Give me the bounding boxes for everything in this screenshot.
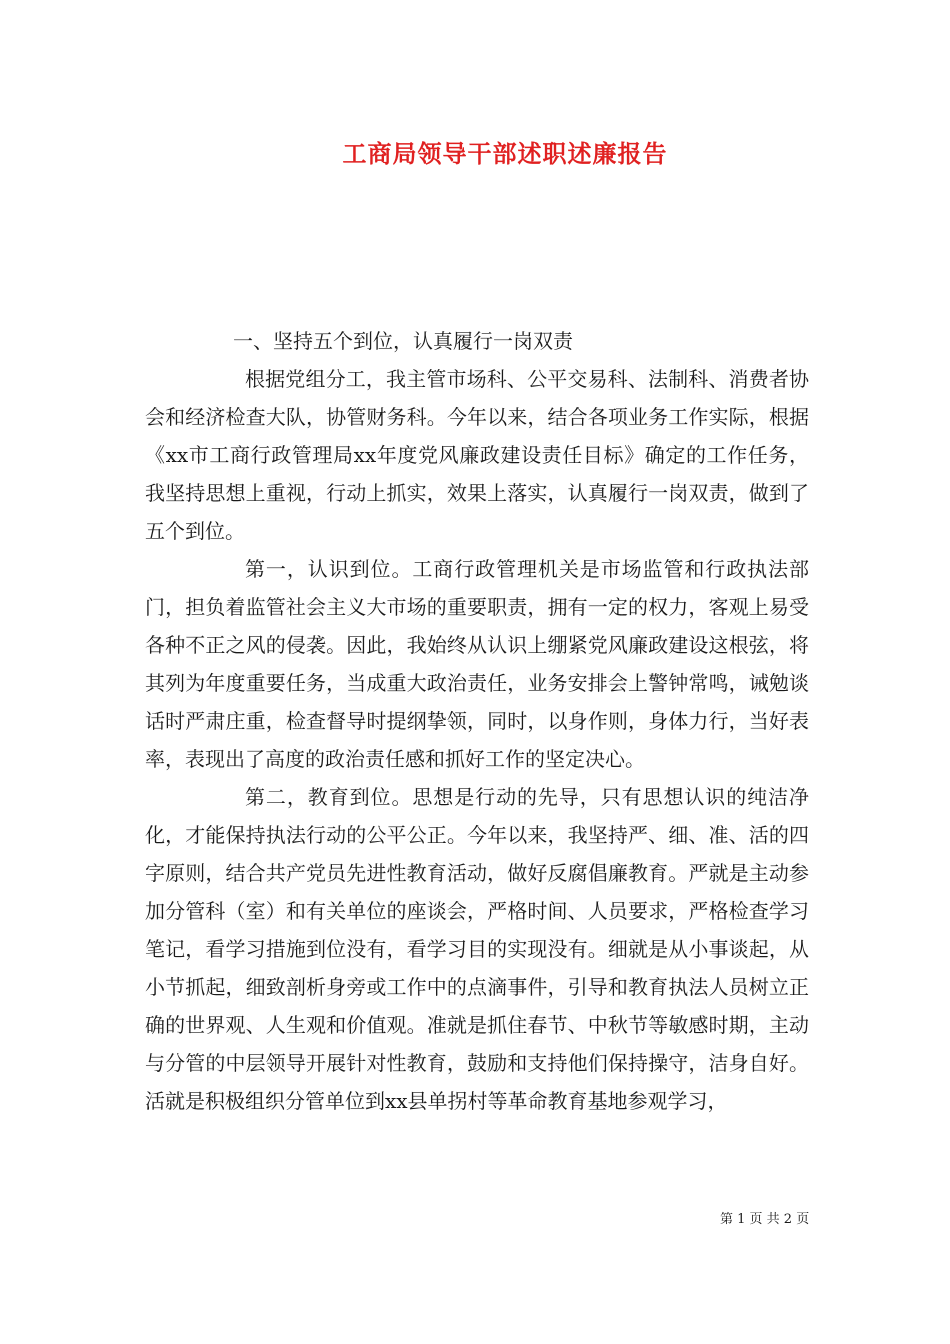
section-heading: 一、坚持五个到位，认真履行一岗双责 — [233, 329, 573, 353]
document-body — [145, 322, 809, 1120]
paragraph-intro: 根据党组分工，我主管市场科、公平交易科、法制科、消费者协会和经济检查大队，协管财务科。今年以来，结合各项业务工作实际，根据《xx市工商行政管理局xx年度党风廉政建设责任目标》确定的工作任务，我坚持思想上重视，行动上抓实，效果上落实，认真履行一岗双责，做到了五个到位。 — [145, 367, 809, 543]
page-number: 第 1 页 共 2 页 — [720, 1212, 810, 1227]
paragraph-second: 第二，教育到位。思想是行动的先导，只有思想认识的纯洁净化，才能保持执法行动的公平公正。今年以来，我坚持严、细、准、活的四字原则，结合共产党员先进性教育活动，做好反腐倡廉教育。严就是主动参加分管科（室）和有关单位的座谈会，严格时间、人员要求，严格检查学习笔记，看学习措施到位没有，看学习目的实现没有。细就是从小事谈起，从小节抓起，细致剖析身旁或工作中的点滴事件，引导和教育执法人员树立正确的世界观、人生观和价值观。准就是抓住春节、中秋节等敏感时期，主动与分管的中层领导开展针对性教育，鼓励和支持他们保持操守，洁身自好。活就是积极组织分管单位到xx县单拐村等革命教育基地参观学习， — [145, 785, 809, 1113]
document-title: 工商局领导干部述职述廉报告 — [342, 139, 668, 168]
paragraph-first: 第一，认识到位。工商行政管理机关是市场监管和行政执法部门，担负着监管社会主义大市场的重要职责，拥有一定的权力，客观上易受各种不正之风的侵袭。因此，我始终从认识上绷紧党风廉政建设这根弦，将其列为年度重要任务，当成重大政治责任，业务安排会上警钟常鸣，诫勉谈话时严肃庄重，检查督导时提纲挚领，同时，以身作则，身体力行，当好表率，表现出了高度的政治责任感和抓好工作的坚定决心。 — [145, 557, 809, 771]
